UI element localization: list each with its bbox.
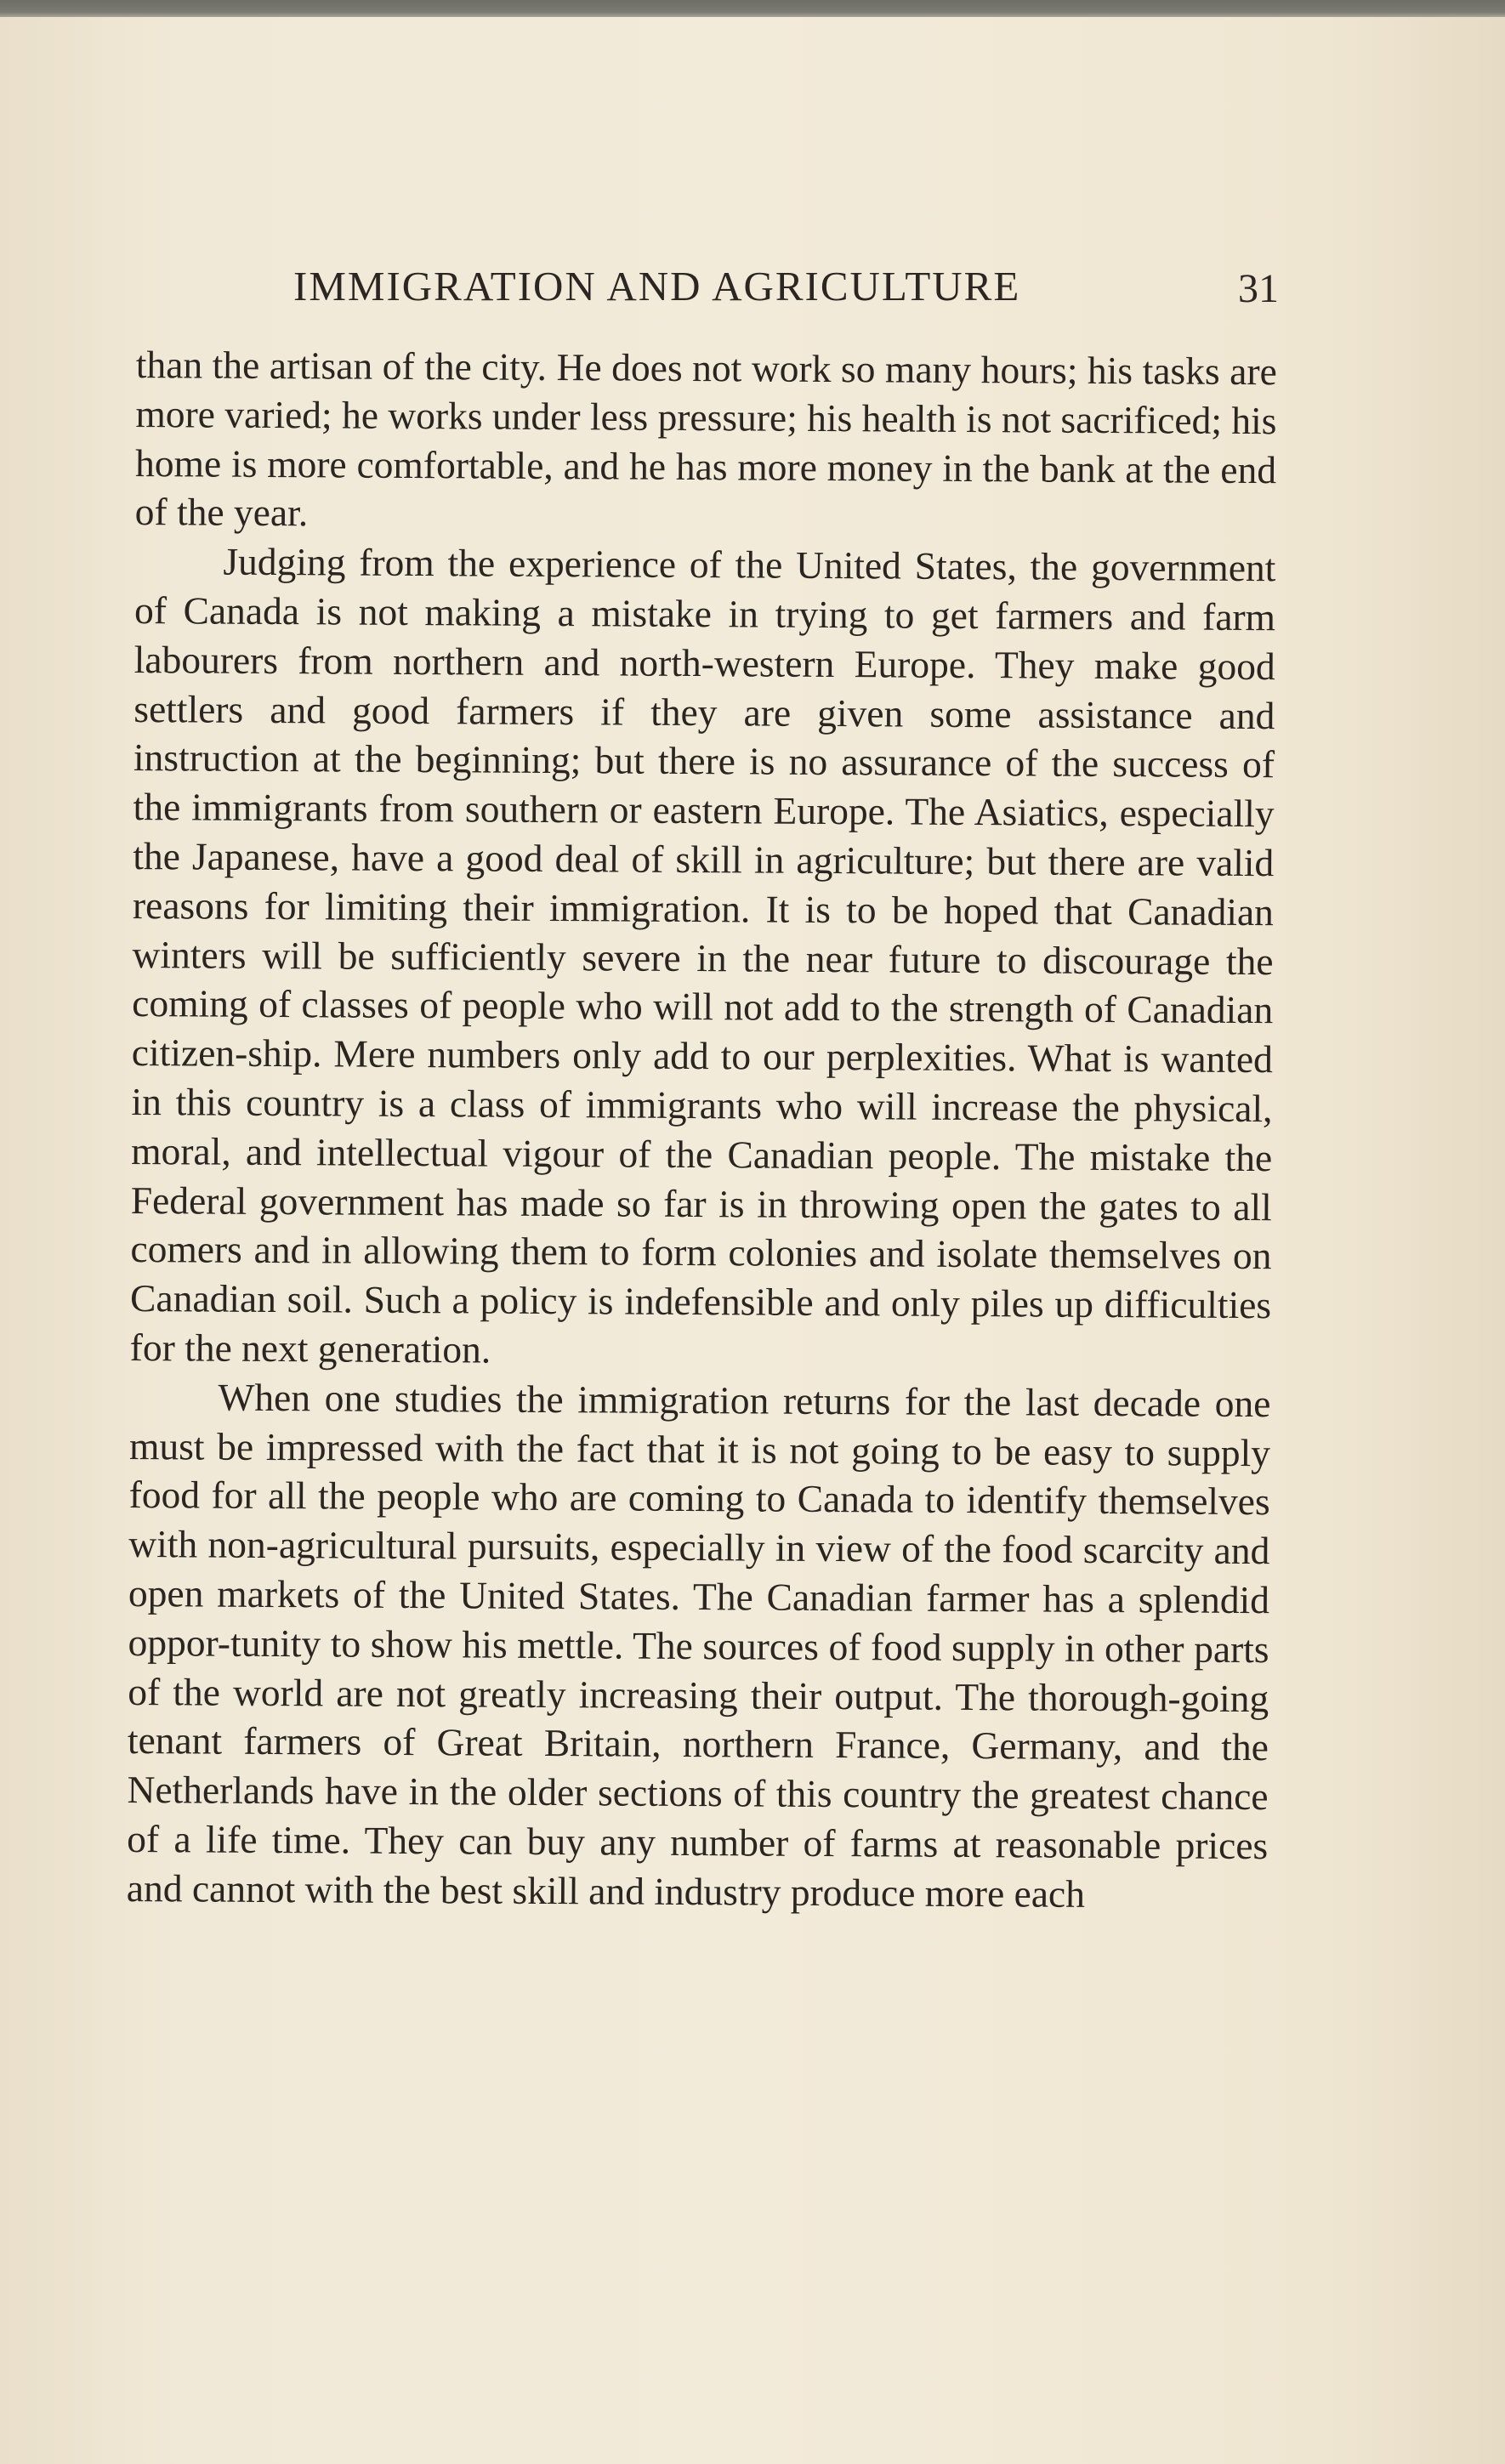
paragraph-immigration-policy: Judging from the experience of the United States, the government of Canada is not making a mistake in trying to get farmers and farm labourers from northern and north-western Europe. They make good settlers and good farmers if they are given some assistance and instruction at the beginning; but there is no assurance of the success of the immigrants from southern or eastern Europe. The Asiatics, especially the Japanese, have a good deal of skill in agriculture; but there are valid reasons for limiting their immigration. It is to be hoped that Canadian winters will be sufficiently severe in the near future to discourage the coming of classes of people who will not add to the strength of Canadian citizen-ship. Mere numbers only add to our perplexities. What is wanted in this country is a class of immigrants who will increase the physical, moral, and intellectual vigour of the Canadian people. The mistake the Federal government has made so far is in throwing open the gates to all comers and in allowing them to form colonies and isolate themselves on Canadian soil. Such a policy is indefensible and only piles up difficulties for the next generation. [129,539,1276,1371]
paragraph-continuation: than the artisan of the city. He does not work so many hours; his tasks are more varied; he works under less pressure; his health is not sacrificed; his home is more comfortable, and he has more money in the bank at the end of the year. [134,342,1277,535]
paragraph-food-supply: When one studies the immigration returns for the last decade one must be impressed with the fact that it is not going to be easy to supply food for all the people who are coming to Canada to identify themselves with non-agricultural pursuits, especially in view of the food scarcity and open markets of the United States. The Canadian farmer has a splendid oppor-tunity to show his mettle. The sources of food supply in other parts of the world are not greatly increasing their output. The thorough-going tenant farmers of Great Britain, northern France, Germany, and the Netherlands have in the older sections of this country the greatest chance of a life time. They can buy any number of farms at reasonable prices and cannot with the best skill and industry produce more each [126,1375,1271,1916]
page-number: 31 [1238,266,1279,311]
page-header [0,255,1505,315]
body-text [127,340,1277,1920]
page-top-edge [0,0,1505,17]
running-head: IMMIGRATION AND AGRICULTURE [293,263,1021,309]
